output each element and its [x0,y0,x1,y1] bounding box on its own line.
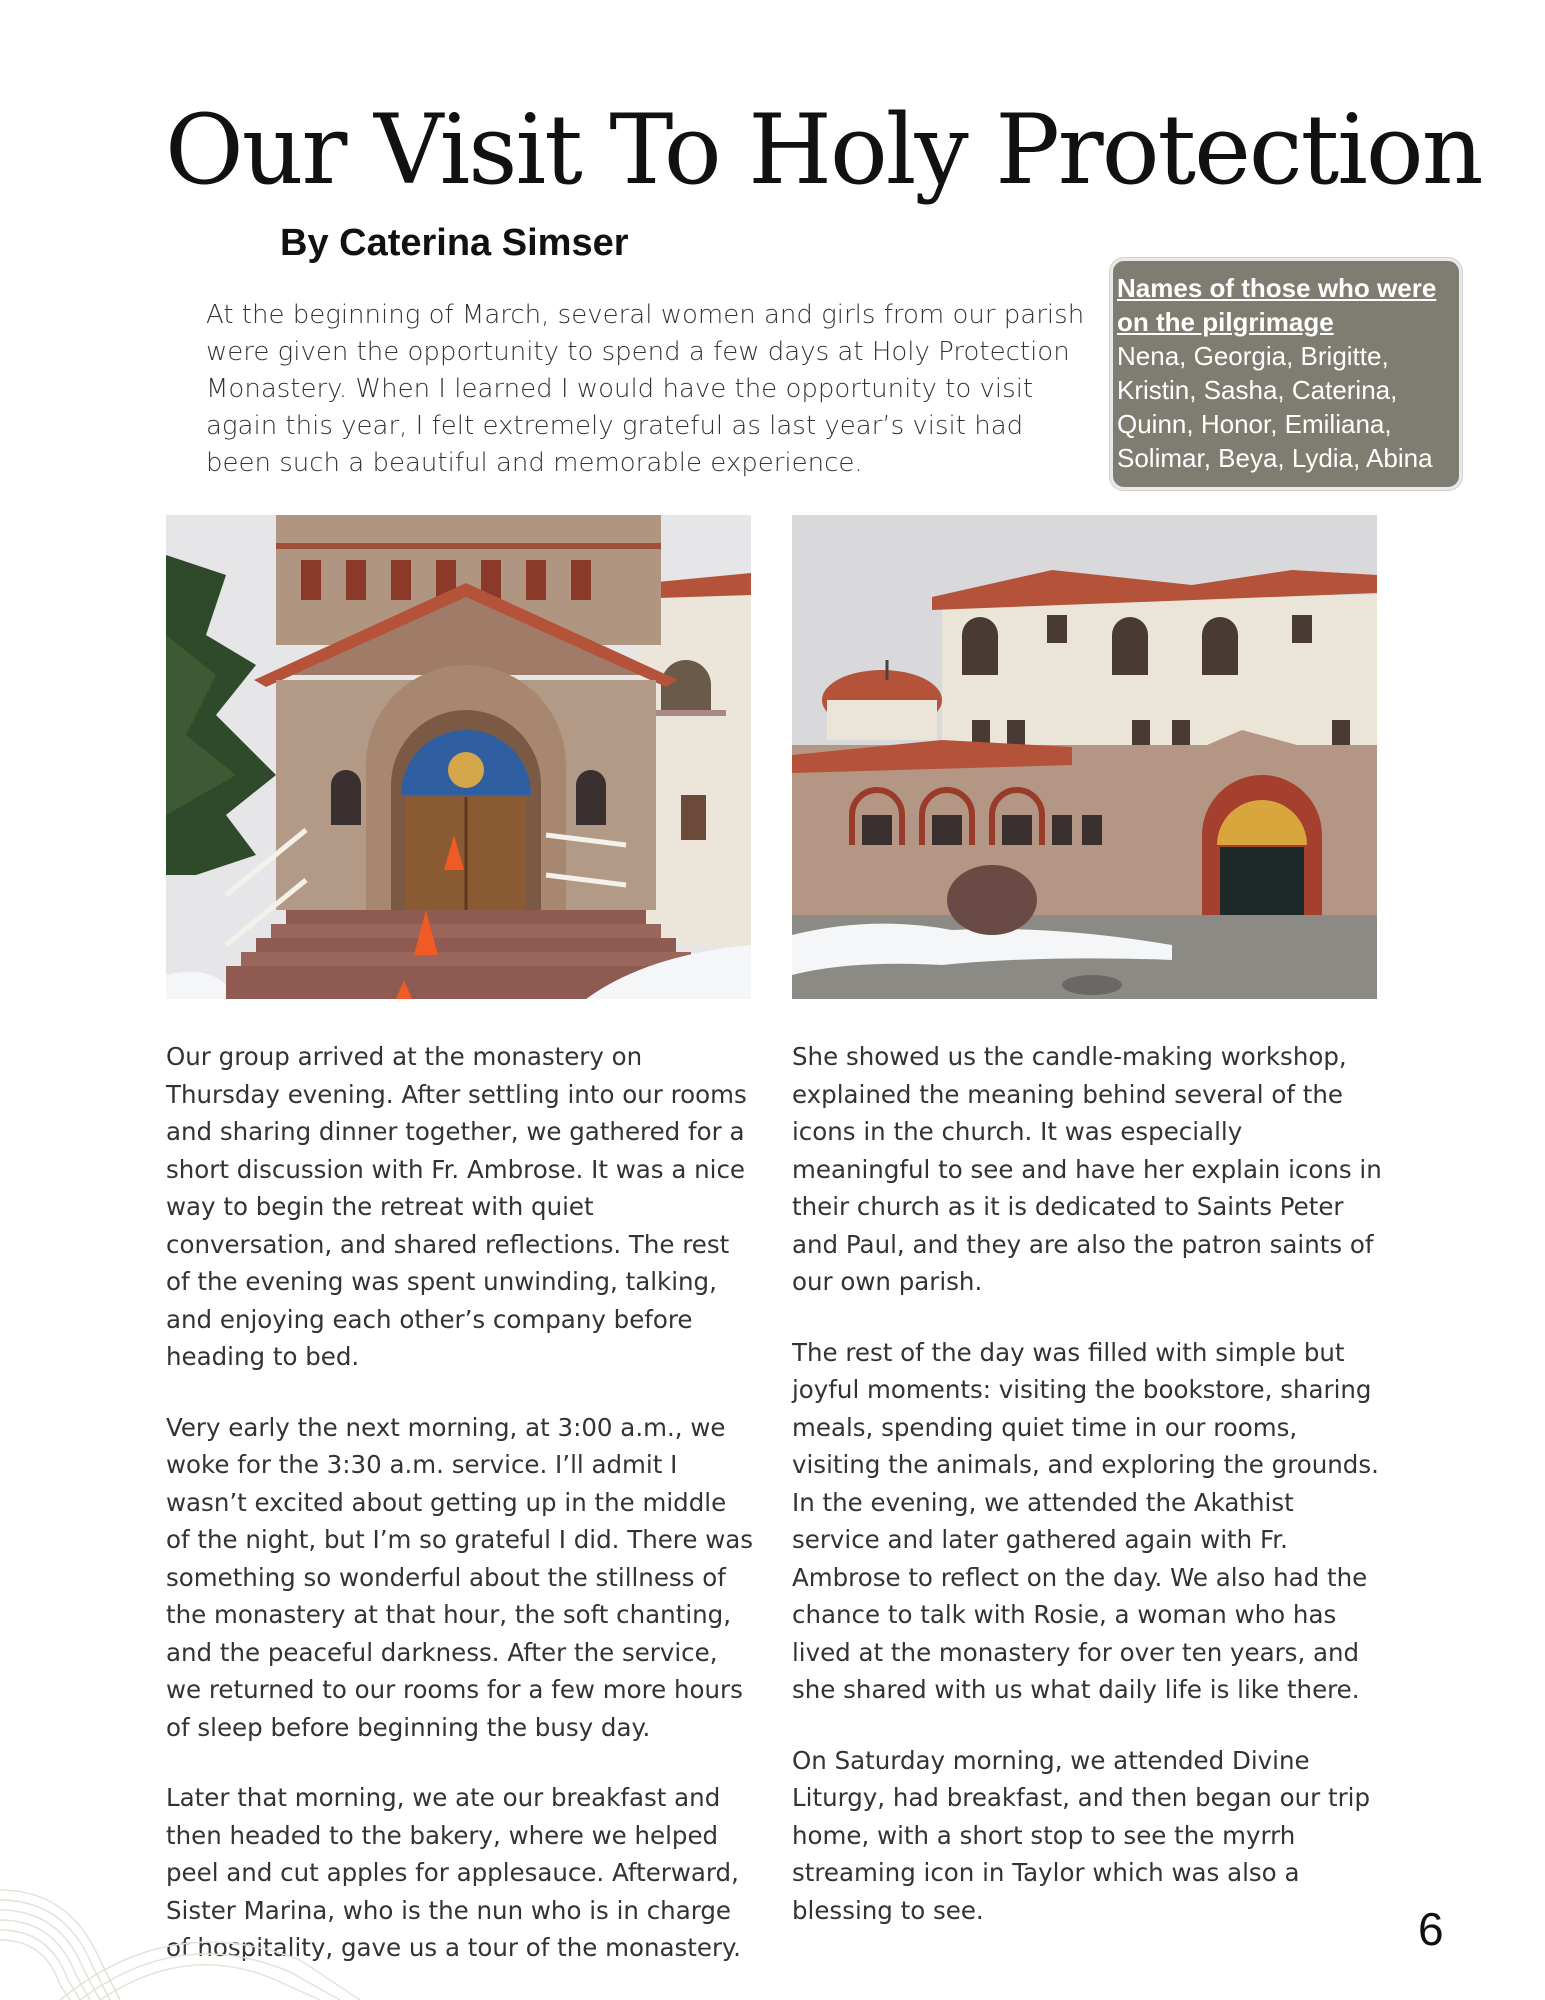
right-paragraph-3: On Saturday morning, we attended Divine Liturgy, had breakfast, and then began our trip home, with a short stop to see the myrrh streaming icon in Taylor which was also a blessing to see. [792,1745,1371,1925]
right-paragraph-1: She showed us the candle-making workshop, explained the meaning behind several of the icons in the church. It was especially meaningful to see and have her explain icons in their church as it is dedicated to Saints Peter and Paul, and they are also the patron saints of our own parish. [792,1042,1382,1296]
right-column [792,1038,1382,1962]
decorative-arcs [0,1760,360,2000]
photo-monastery-building [792,515,1377,999]
left-paragraph-3: Later that morning, we ate our breakfast and then headed to the bakery, where we helped peel and cut apples for applesauce. Afterward, Sister Marina, who is the nun who is in charge of hospitality, gave us a tour of the monastery. [166,1783,741,1962]
left-paragraph-1: Our group arrived at the monastery on Thursday evening. After settling into our rooms and sharing dinner together, we gathered for a short discussion with Fr. Ambrose. It was a nice way to begin the retreat with quiet conversation, and shared reflections. The rest of the evening was spent unwinding, talking, and enjoying each other’s company before heading to bed. [166,1042,747,1371]
article-byline: By Caterina Simser [280,222,629,264]
page-number: 6 [1418,1903,1444,1955]
right-paragraph-2: The rest of the day was filled with simple but joyful moments: visiting the bookstore, sharing meals, spending quiet time in our rooms, visiting the animals, and exploring the grounds. In the evening, we attended the Akathist service and later gathered again with Fr. Ambrose to reflect on the day. We also had the chance to talk with Rosie, a woman who has lived at the monastery for over ten years, and she shared with us what daily life is like there. [792,1337,1379,1704]
pilgrimage-names-box [1110,258,1462,490]
article-title: Our Visit To Holy Protection [165,94,1482,206]
photo-church-entrance [166,515,751,999]
pilgrimage-names-list: Nena, Georgia, Brigitte, Kristin, Sasha, Caterina, Quinn, Honor, Emiliana, Solimar, Beya, Lydia, Abina [1117,341,1433,473]
left-paragraph-2: Very early the next morning, at 3:00 a.m., we woke for the 3:30 a.m. service. I’ll admit I wasn’t excited about getting up in the middle of the night, but I’m so grateful I did. There was something so wonderful about the stillness of the monastery at that hour, the soft chanting, and the peaceful darkness. After the service, we returned to our rooms for a few more hours of sleep before beginning the busy day. [166,1412,754,1742]
intro-paragraph: At the beginning of March, several women and girls from our parish were given the opportunity to spend a few days at Holy Protection Monastery. When I learned I would have the opportunity to visit again this year, I felt extremely grateful as last year’s visit had been such a beautiful and memorable experience. [206,300,1085,478]
pilgrimage-names-heading: Names of those who were on the pilgrimage [1117,273,1437,337]
